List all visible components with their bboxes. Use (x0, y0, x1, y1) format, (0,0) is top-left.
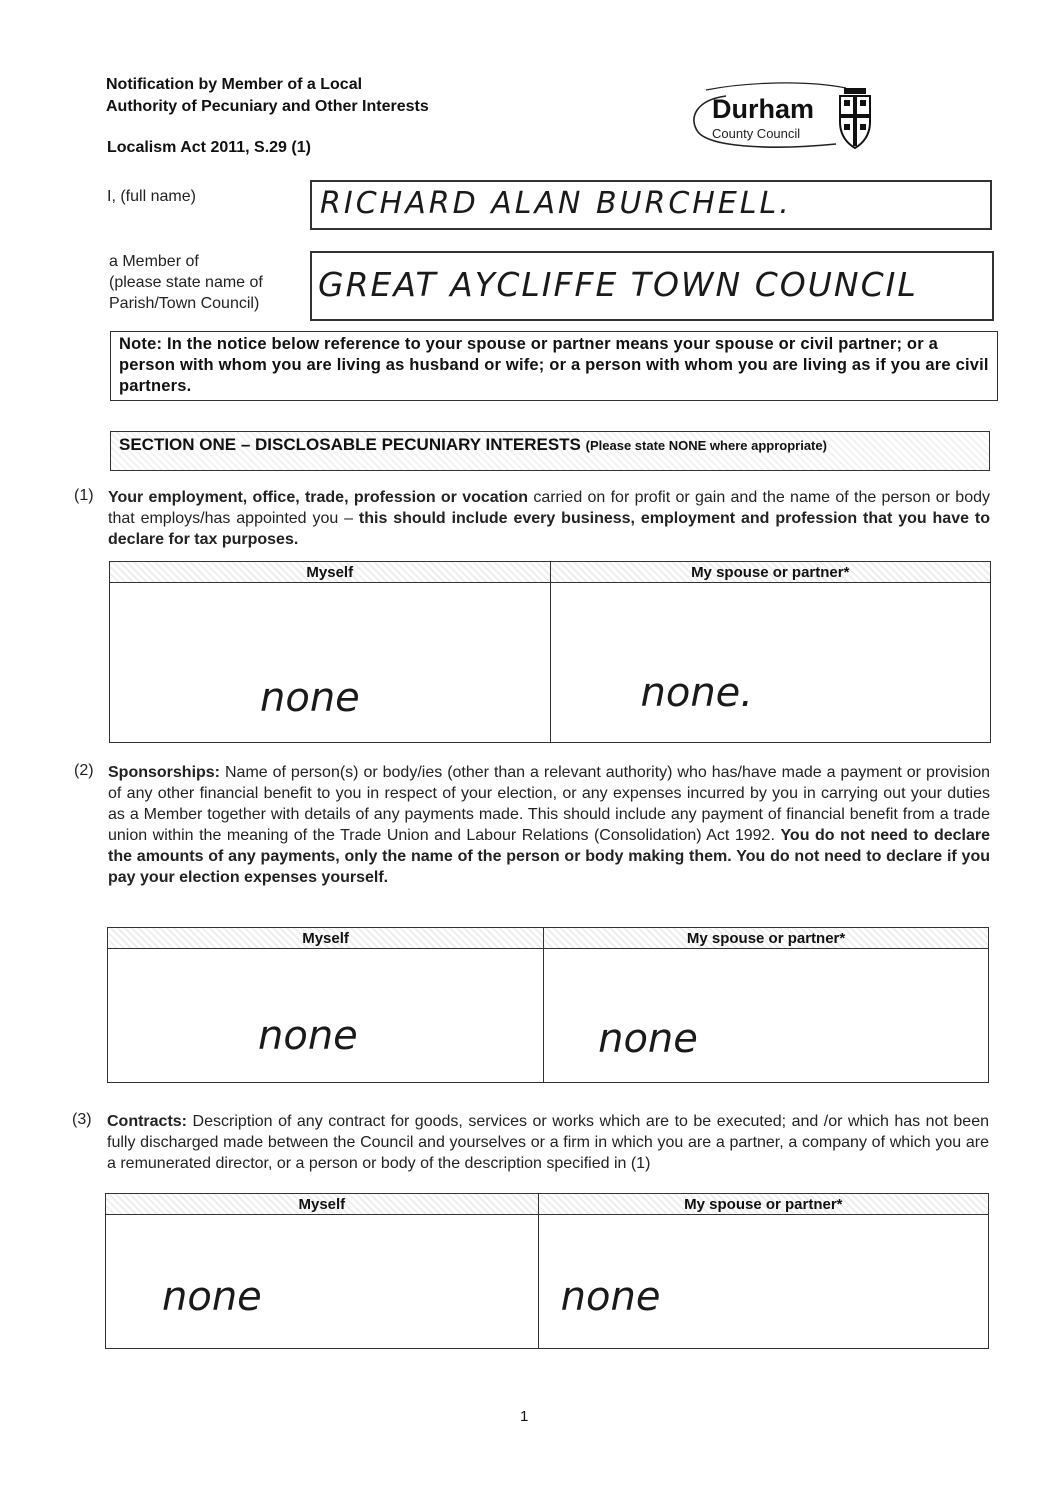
sponsorships-myself-value: none (258, 1012, 358, 1059)
section-subtitle-text: (Please state NONE where appropriate) (585, 438, 827, 453)
item-tail: You do not need to declare the amounts of any payments, only the name of the person or body making them. You do not need to declare if you pay your election expenses yourself. (108, 827, 990, 886)
employment-myself-cell[interactable] (110, 583, 551, 743)
item-body: Name of person(s) or body/ies (other than a relevant authority) who has/have made a payment or provision of any other financial benefit to you in respect of your election, or any expenses incurred by you in carrying out your duties as a Member together with details of any payments made. This should include any payment of financial benefit from a trade union within the meaning of the Trade Union and Labour Relations (Consolidation) Act 1992. (108, 764, 990, 844)
item-body: carried on for profit or gain and the name of the person or body that employs/has appointed you – (108, 489, 990, 527)
member-of-label (109, 251, 263, 314)
item-lead: Your employment, office, trade, profession or vocation (108, 489, 528, 506)
sponsorships-myself-cell[interactable] (108, 949, 544, 1083)
section-title-text: SECTION ONE – DISCLOSABLE PECUNIARY INTERESTS (119, 435, 581, 454)
sponsorships-table (107, 927, 989, 1083)
employment-table (109, 561, 991, 743)
col-spouse-header: My spouse or partner* (544, 928, 989, 949)
sponsorships-spouse-cell[interactable] (544, 949, 989, 1083)
member-label-line-3: Parish/Town Council) (109, 295, 260, 312)
item-body: Description of any contract for goods, services or works which are to be executed; and /or which has not been fully discharged made between the Council and yourselves or a firm in which you are a partner, a company of which you are a remunerated director, or a person or body of the description specified in (1) (107, 1113, 990, 1172)
item-number: (3) (72, 1111, 92, 1128)
logo-subtitle: County Council (712, 126, 801, 141)
contracts-table (105, 1193, 989, 1349)
full-name-field[interactable] (310, 180, 992, 230)
col-myself-header: Myself (106, 1194, 539, 1215)
coat-of-arms-icon (836, 86, 874, 154)
title-line-1: Notification by Member of a Local (106, 76, 363, 93)
employment-myself-value: none (260, 674, 360, 721)
col-spouse-header: My spouse or partner* (538, 1194, 988, 1215)
full-name-label: I, (full name) (107, 188, 196, 205)
item-lead: Contracts: (107, 1113, 188, 1130)
act-reference: Localism Act 2011, S.29 (1) (107, 139, 311, 156)
member-label-line-2: (please state name of (109, 274, 263, 291)
col-myself-header: Myself (110, 562, 551, 583)
item-tail: this should include every business, employment and profession that you have to declare for tax purposes. (108, 510, 990, 548)
item-number: (1) (74, 487, 94, 504)
item-number: (2) (74, 762, 94, 779)
full-name-value: RICHARD ALAN BURCHELL. (320, 186, 792, 221)
contracts-spouse-value: none (560, 1273, 661, 1320)
employment-spouse-cell[interactable] (550, 583, 991, 743)
col-myself-header: Myself (108, 928, 544, 949)
contracts-myself-cell[interactable] (106, 1215, 539, 1349)
sponsorships-spouse-value: none (598, 1015, 698, 1062)
council-name-field[interactable] (310, 251, 994, 321)
section-one-header (110, 431, 990, 471)
title-line-2: Authority of Pecuniary and Other Interests (106, 98, 429, 115)
logo-name: Durham (712, 94, 815, 124)
spouse-partner-note: Note: In the notice below reference to your spouse or partner means your spouse or civil partner; or a person with whom you are living as husband or wife; or a person with whom you are living as if you are civil partners. (110, 331, 998, 401)
contracts-myself-value: none (162, 1273, 262, 1320)
item-contracts-text (107, 1111, 989, 1174)
item-sponsorships-text (108, 762, 990, 888)
item-employment-text (108, 487, 990, 550)
col-spouse-header: My spouse or partner* (550, 562, 991, 583)
council-name-value: GREAT AYCLIFFE TOWN COUNCIL (318, 265, 918, 304)
item-lead: Sponsorships: (108, 764, 221, 781)
member-label-line-1: a Member of (109, 253, 199, 270)
durham-logo (686, 78, 886, 158)
form-title (106, 74, 429, 118)
contracts-spouse-cell[interactable] (538, 1215, 988, 1349)
page-number: 1 (520, 1408, 529, 1425)
section-one-title (119, 435, 827, 455)
employment-spouse-value: none. (640, 669, 753, 716)
